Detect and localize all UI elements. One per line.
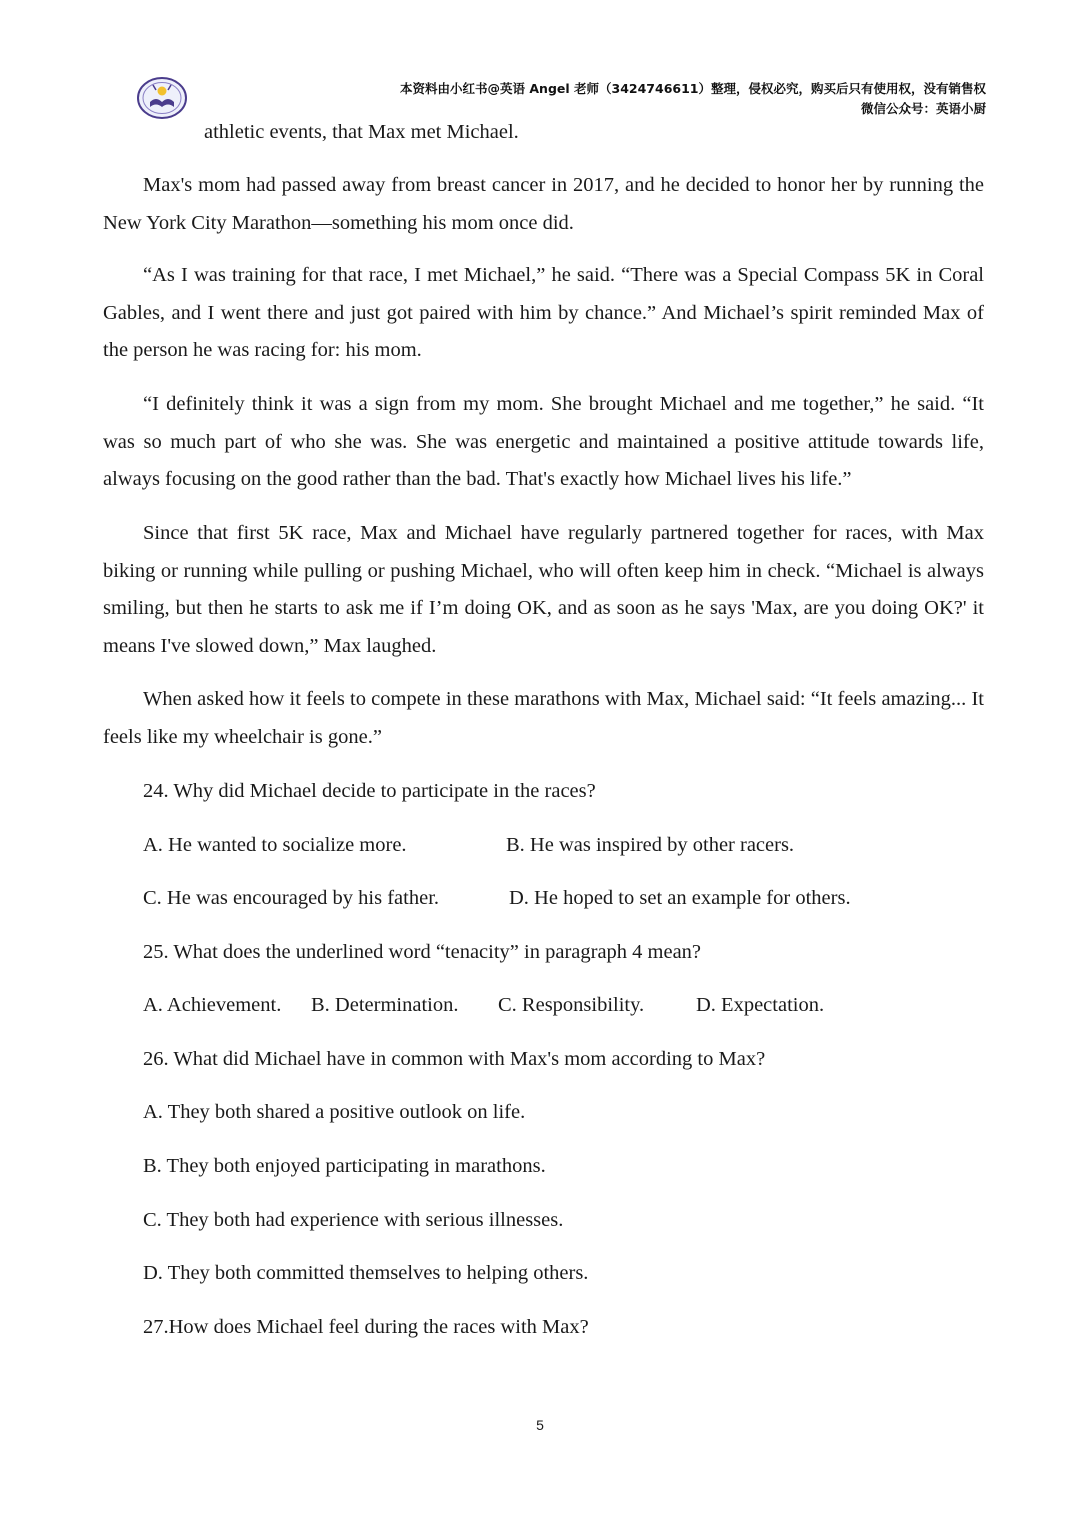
question-26-option-a: A. They both shared a positive outlook on life. [143,1101,526,1123]
question-24-stem: 24. Why did Michael decide to participate in the races? [143,780,596,802]
question-24-option-d: D. He hoped to set an example for others. [509,887,851,909]
header-wechat-line: 微信公众号：英语小厨 [860,101,986,116]
paragraph-5: When asked how it feels to compete in these marathons with Max, Michael said: “It feels amazing... It feels like my wheelchair is gone.” [103,688,984,748]
question-25-option-d: D. Expectation. [696,994,825,1016]
paragraph-4: Since that first 5K race, Max and Michael have regularly partnered together for races, with Max biking or running while pulling or pushing Michael, who will often keep him in check. “Michael is always smiling, but then he starts to ask me if I’m doing OK, and as soon as he says 'Max, are you doing OK?' it means I've slowed down,” Max laughed. [103,522,984,657]
question-27-stem: 27.How does Michael feel during the races with Max? [143,1316,589,1338]
question-24-option-c: C. He was encouraged by his father. [143,887,440,909]
question-24-option-a: A. He wanted to socialize more. [143,834,407,856]
question-24-option-b: B. He was inspired by other racers. [506,834,795,856]
question-25-option-b: B. Determination. [311,994,459,1016]
page-header [400,79,986,119]
paragraph-2: “As I was training for that race, I met Michael,” he said. “There was a Special Compass 5K in Coral Gables, and I went there and just got paired with him by chance.” And Michael’s spirit reminded Max of the person he was racing for: his mom. [103,264,984,361]
paragraph-3: “I definitely think it was a sign from my mom. She brought Michael and me together,” he said. “It was so much part of who she was. She was energetic and maintained a positive attitude towards life, always focusing on the good rather than the bad. That's exactly how Michael lives his life.” [103,393,984,490]
paragraph-1: Max's mom had passed away from breast cancer in 2017, and he decided to honor her by running the New York City Marathon—something his mom once did. [103,174,984,234]
question-26-option-d: D. They both committed themselves to helping others. [143,1262,589,1284]
page-number: 5 [536,1417,544,1433]
header-copyright-line: 本资料由小红书@英语 Angel 老师（3424746611）整理，侵权必究，购买后只有使用权，没有销售权 [400,81,986,96]
question-25-option-a: A. Achievement. [143,994,282,1016]
question-25-stem: 25. What does the underlined word “tenacity” in paragraph 4 mean? [143,941,702,963]
question-26-stem: 26. What did Michael have in common with Max's mom according to Max? [143,1048,766,1070]
question-26-option-c: C. They both had experience with serious illnesses. [143,1209,564,1231]
question-26-option-b: B. They both enjoyed participating in marathons. [143,1155,546,1177]
question-25-option-c: C. Responsibility. [498,994,645,1016]
paragraph-continuation: athletic events, that Max met Michael. [204,121,519,143]
